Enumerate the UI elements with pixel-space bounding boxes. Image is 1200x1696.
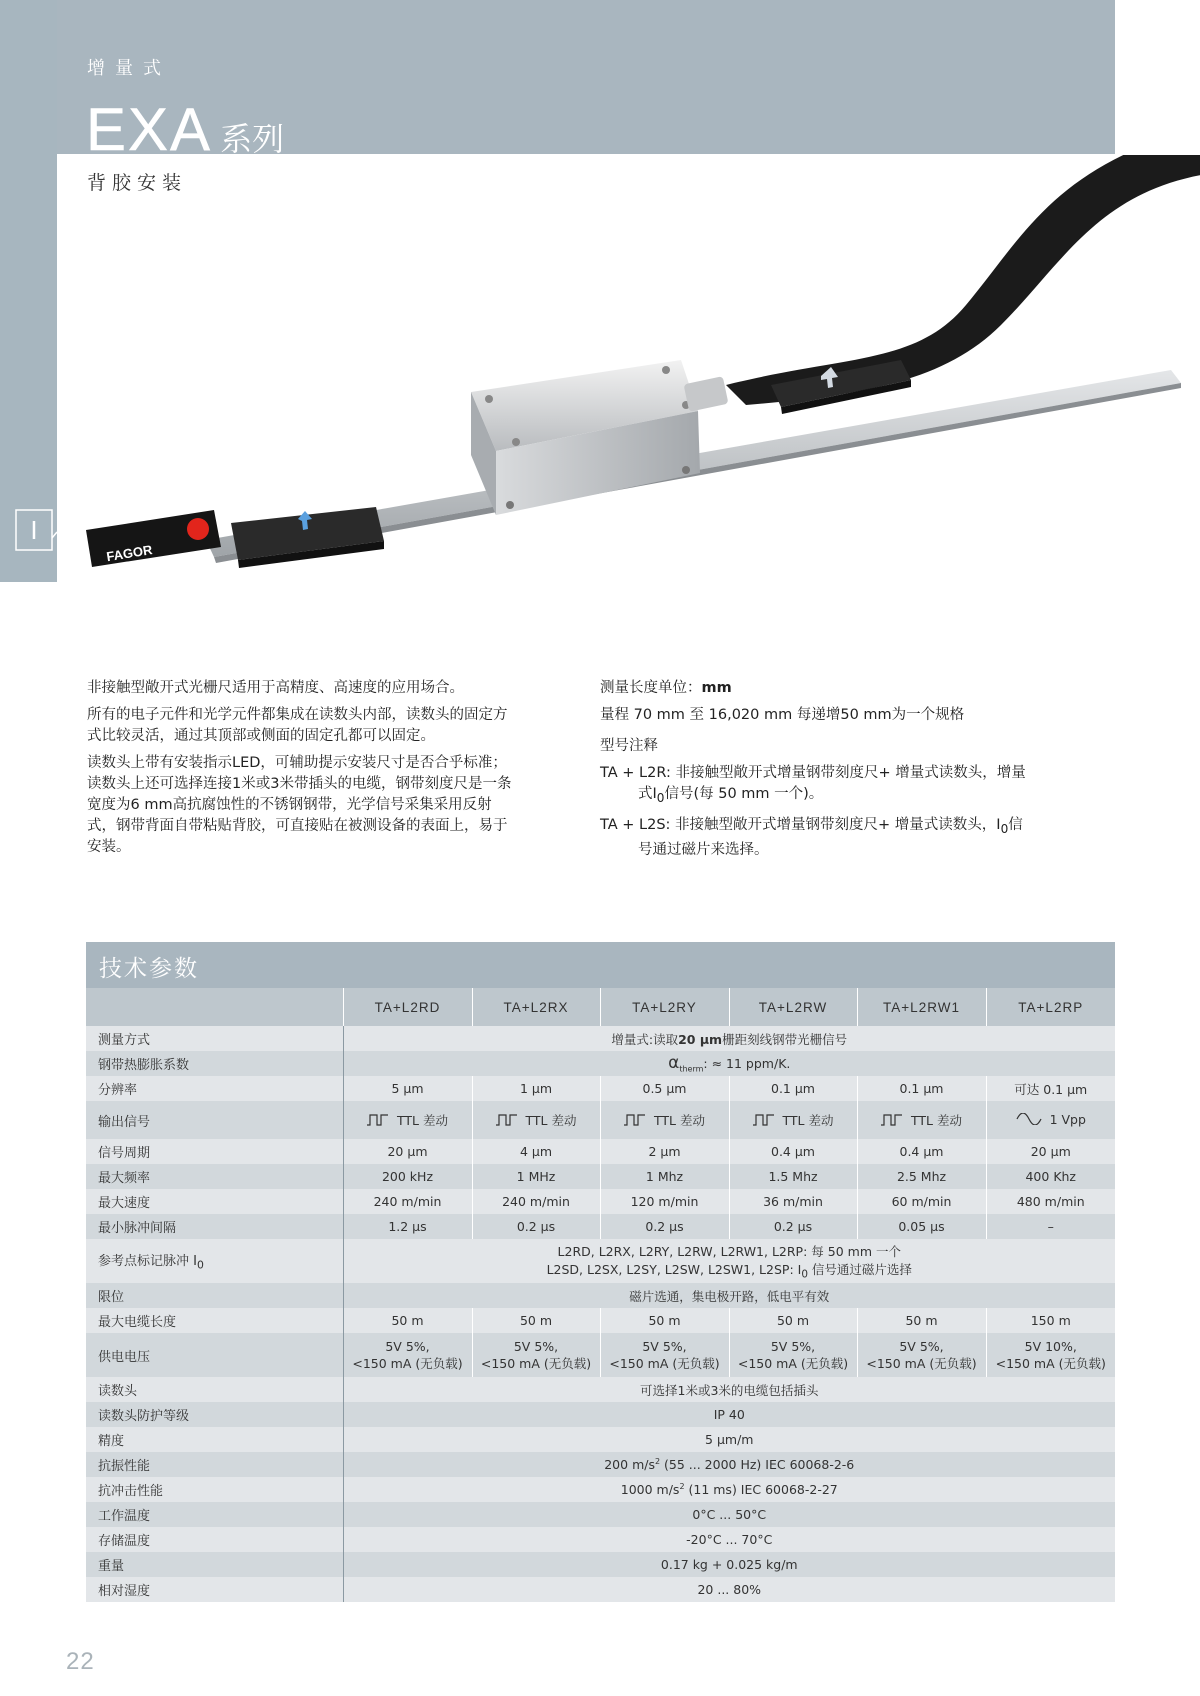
- row-value: 1000 $m/s^2$ (11 ms) IEC 60068-2-27: [343, 1477, 1115, 1502]
- square-wave-icon: [367, 1114, 389, 1126]
- row-value: 5V 5%, <150 mA (无负载): [343, 1333, 472, 1377]
- row-value: 5 µm: [343, 1076, 472, 1101]
- range-text: 量程 70 mm 至 16,020 mm 每递增50 mm为一个规格: [600, 707, 965, 723]
- row-value: 50 m: [472, 1308, 600, 1333]
- intro-left: [87, 678, 517, 864]
- table-row: [86, 1283, 1115, 1308]
- series-name: EXA: [86, 96, 213, 163]
- row-value: -20°C ... 70°C: [343, 1527, 1115, 1552]
- row-value: 150 m: [986, 1308, 1115, 1333]
- table-row: [86, 1402, 1115, 1427]
- tech-section-header: [86, 942, 1115, 988]
- row-value: 磁片选通，集电极开路，低电平有效: [343, 1283, 1115, 1308]
- intro-paragraph: 非接触型敞开式光栅尺适用于高精度、高速度的应用场合。: [87, 680, 464, 696]
- row-label: 输出信号: [86, 1101, 343, 1139]
- table-row: [86, 1427, 1115, 1452]
- square-wave-icon: [624, 1114, 646, 1126]
- row-value: 1.2 µs: [343, 1214, 472, 1239]
- table-row: [86, 1164, 1115, 1189]
- page-subtitle: 背胶安装: [87, 172, 188, 194]
- row-value: 0.1 µm: [857, 1076, 986, 1101]
- model-note: TA + L2R: 非接触型敞开式增量钢带刻度尺+ 增量式读数头，增量式$I_0$信号(每 50 mm 一个)。: [600, 765, 1026, 805]
- row-value: 0.1 µm: [729, 1076, 857, 1101]
- row-label: 精度: [86, 1427, 343, 1452]
- chapter-tab: [14, 508, 57, 552]
- row-value: –: [986, 1214, 1115, 1239]
- row-value: 1.5 Mhz: [729, 1164, 857, 1189]
- side-bar: [0, 0, 57, 582]
- row-value: 5V 10%, <150 mA (无负载): [986, 1333, 1115, 1377]
- row-label: 钢带热膨胀系数: [86, 1051, 343, 1076]
- row-label: 最大速度: [86, 1189, 343, 1214]
- row-label: 限位: [86, 1283, 343, 1308]
- row-value: 1 Mhz: [600, 1164, 729, 1189]
- row-value: 0.2 µs: [729, 1214, 857, 1239]
- row-value: 5V 5%, <150 mA (无负载): [857, 1333, 986, 1377]
- row-label: 读数头: [86, 1377, 343, 1402]
- square-wave-icon: [753, 1114, 775, 1126]
- row-value: 5V 5%, <150 mA (无负载): [472, 1333, 600, 1377]
- row-value: 2.5 Mhz: [857, 1164, 986, 1189]
- row-label: 最大电缆长度: [86, 1308, 343, 1333]
- table-row: [86, 1101, 1115, 1139]
- row-label: 读数头防护等级: [86, 1402, 343, 1427]
- row-value: 20 µm: [343, 1139, 472, 1164]
- row-label: 重量: [86, 1552, 343, 1577]
- intro-paragraph: 读数头上带有安装指示LED，可辅助提示安装尺寸是否合乎标准；读数头上还可选择连接1米或3米带插头的电缆，钢带刻度尺是一条宽度为6 mm高抗腐蚀性的不锈钢钢带，光学信号采集采用反射式，钢带背面自带粘贴背胶，可直接贴在被测设备的表面上，易于安装。: [87, 755, 512, 855]
- model-note: TA + L2S: 非接触型敞开式增量钢带刻度尺+ 增量式读数头，$I_0$信号通过磁片来选择。: [600, 816, 1023, 858]
- row-value: 200 kHz: [343, 1164, 472, 1189]
- row-value: 50 m: [729, 1308, 857, 1333]
- column-header: TA+L2RD: [343, 988, 472, 1026]
- series-suffix: 系列: [220, 120, 285, 158]
- row-label: 相对湿度: [86, 1577, 343, 1602]
- column-header: TA+L2RY: [600, 988, 729, 1026]
- row-label: 工作温度: [86, 1502, 343, 1527]
- series-title: [86, 95, 284, 164]
- row-value: 20 µm: [986, 1139, 1115, 1164]
- header-blank: [86, 988, 343, 1026]
- row-value: 120 m/min: [600, 1189, 729, 1214]
- table-header-row: [86, 988, 1115, 1026]
- table-row: [86, 1552, 1115, 1577]
- row-value: 50 m: [857, 1308, 986, 1333]
- row-value: 400 Khz: [986, 1164, 1115, 1189]
- row-value: TTL 差动: [729, 1101, 857, 1139]
- intro-right: [600, 678, 1030, 867]
- row-value: 50 m: [600, 1308, 729, 1333]
- row-value: 0.05 µs: [857, 1214, 986, 1239]
- row-label: 参考点标记脉冲 $I_0$: [86, 1239, 343, 1283]
- fagor-logo-text: FAGOR: [105, 542, 154, 565]
- row-value: 50 m: [343, 1308, 472, 1333]
- row-value: 20 ... 80%: [343, 1577, 1115, 1602]
- table-row: [86, 1502, 1115, 1527]
- row-value: 可选择1米或3米的电缆包括插头: [343, 1377, 1115, 1402]
- row-value: IP 40: [343, 1402, 1115, 1427]
- column-header: TA+L2RX: [472, 988, 600, 1026]
- table-row: [86, 1076, 1115, 1101]
- row-value: 1 µm: [472, 1076, 600, 1101]
- row-value: 240 m/min: [472, 1189, 600, 1214]
- row-value: 1 MHz: [472, 1164, 600, 1189]
- table-row: [86, 1189, 1115, 1214]
- column-header: TA+L2RP: [986, 988, 1115, 1026]
- row-label: 抗冲击性能: [86, 1477, 343, 1502]
- row-label: 供电电压: [86, 1333, 343, 1377]
- column-header: TA+L2RW1: [857, 988, 986, 1026]
- row-value: 0.2 µs: [600, 1214, 729, 1239]
- row-value: $\alpha_{therm}$: ≈ 11 ppm/K.: [343, 1051, 1115, 1076]
- row-value: 200 $m/s^2$ (55 ... 2000 Hz) IEC 60068-2-6: [343, 1452, 1115, 1477]
- table-row: [86, 1452, 1115, 1477]
- row-label: 分辨率: [86, 1076, 343, 1101]
- row-value: 5V 5%, <150 mA (无负载): [729, 1333, 857, 1377]
- column-header: TA+L2RW: [729, 988, 857, 1026]
- model-heading: 型号注释: [600, 738, 658, 754]
- row-value: 0.5 µm: [600, 1076, 729, 1101]
- intro-paragraph: 所有的电子元件和光学元件都集成在读数头内部，读数头的固定方式比较灵活，通过其顶部或侧面的固定孔都可以固定。: [87, 707, 508, 744]
- row-value: 480 m/min: [986, 1189, 1115, 1214]
- row-value: 0.4 µm: [857, 1139, 986, 1164]
- table-row: [86, 1214, 1115, 1239]
- row-value: 0°C ... 50°C: [343, 1502, 1115, 1527]
- chapter-tab-label: I: [30, 515, 38, 545]
- row-value: 0.2 µs: [472, 1214, 600, 1239]
- table-row: [86, 1477, 1115, 1502]
- row-label: 信号周期: [86, 1139, 343, 1164]
- square-wave-icon: [496, 1114, 518, 1126]
- table-row: [86, 1527, 1115, 1552]
- row-value: 36 m/min: [729, 1189, 857, 1214]
- tech-section-title: 技术参数: [99, 956, 199, 982]
- square-wave-icon: [881, 1114, 903, 1126]
- category-label: 增量式: [87, 58, 171, 79]
- row-value: 60 m/min: [857, 1189, 986, 1214]
- row-value: 0.17 kg + 0.025 kg/m: [343, 1552, 1115, 1577]
- row-label: 抗振性能: [86, 1452, 343, 1477]
- row-value: TTL 差动: [343, 1101, 472, 1139]
- table-row: [86, 1026, 1115, 1051]
- row-value: TTL 差动: [472, 1101, 600, 1139]
- row-value: 0.4 µm: [729, 1139, 857, 1164]
- row-label: 最小脉冲间隔: [86, 1214, 343, 1239]
- table-row: [86, 1577, 1115, 1602]
- table-row: [86, 1333, 1115, 1377]
- row-value: TTL 差动: [600, 1101, 729, 1139]
- row-value: 可达 0.1 µm: [986, 1076, 1115, 1101]
- table-row: [86, 1308, 1115, 1333]
- page-number: 22: [66, 1648, 95, 1675]
- table-row: [86, 1051, 1115, 1076]
- row-value: 5V 5%, <150 mA (无负载): [600, 1333, 729, 1377]
- row-label: 最大频率: [86, 1164, 343, 1189]
- row-value: 240 m/min: [343, 1189, 472, 1214]
- row-value: 4 µm: [472, 1139, 600, 1164]
- row-value: TTL 差动: [857, 1101, 986, 1139]
- row-label: 存储温度: [86, 1527, 343, 1552]
- row-value: 5 µm/m: [343, 1427, 1115, 1452]
- sine-wave-icon: [1016, 1113, 1042, 1125]
- row-label: 测量方式: [86, 1026, 343, 1051]
- row-value: 增量式:读取20 µm栅距刻线钢带光栅信号: [343, 1026, 1115, 1051]
- product-photo: [86, 155, 1200, 635]
- row-value: 2 µm: [600, 1139, 729, 1164]
- row-value: 1 Vpp: [986, 1101, 1115, 1139]
- table-row: [86, 1239, 1115, 1283]
- table-row: [86, 1139, 1115, 1164]
- row-value: L2RD, L2RX, L2RY, L2RW, L2RW1, L2RP: 每 50 mm 一个 L2SD, L2SX, L2SY, L2SW, L2SW1, L2SP: $I_0$ 信号通过磁片选择: [343, 1239, 1115, 1283]
- table-row: [86, 1377, 1115, 1402]
- spec-table: [86, 988, 1115, 1602]
- length-unit: 测量长度单位：mm: [600, 680, 732, 696]
